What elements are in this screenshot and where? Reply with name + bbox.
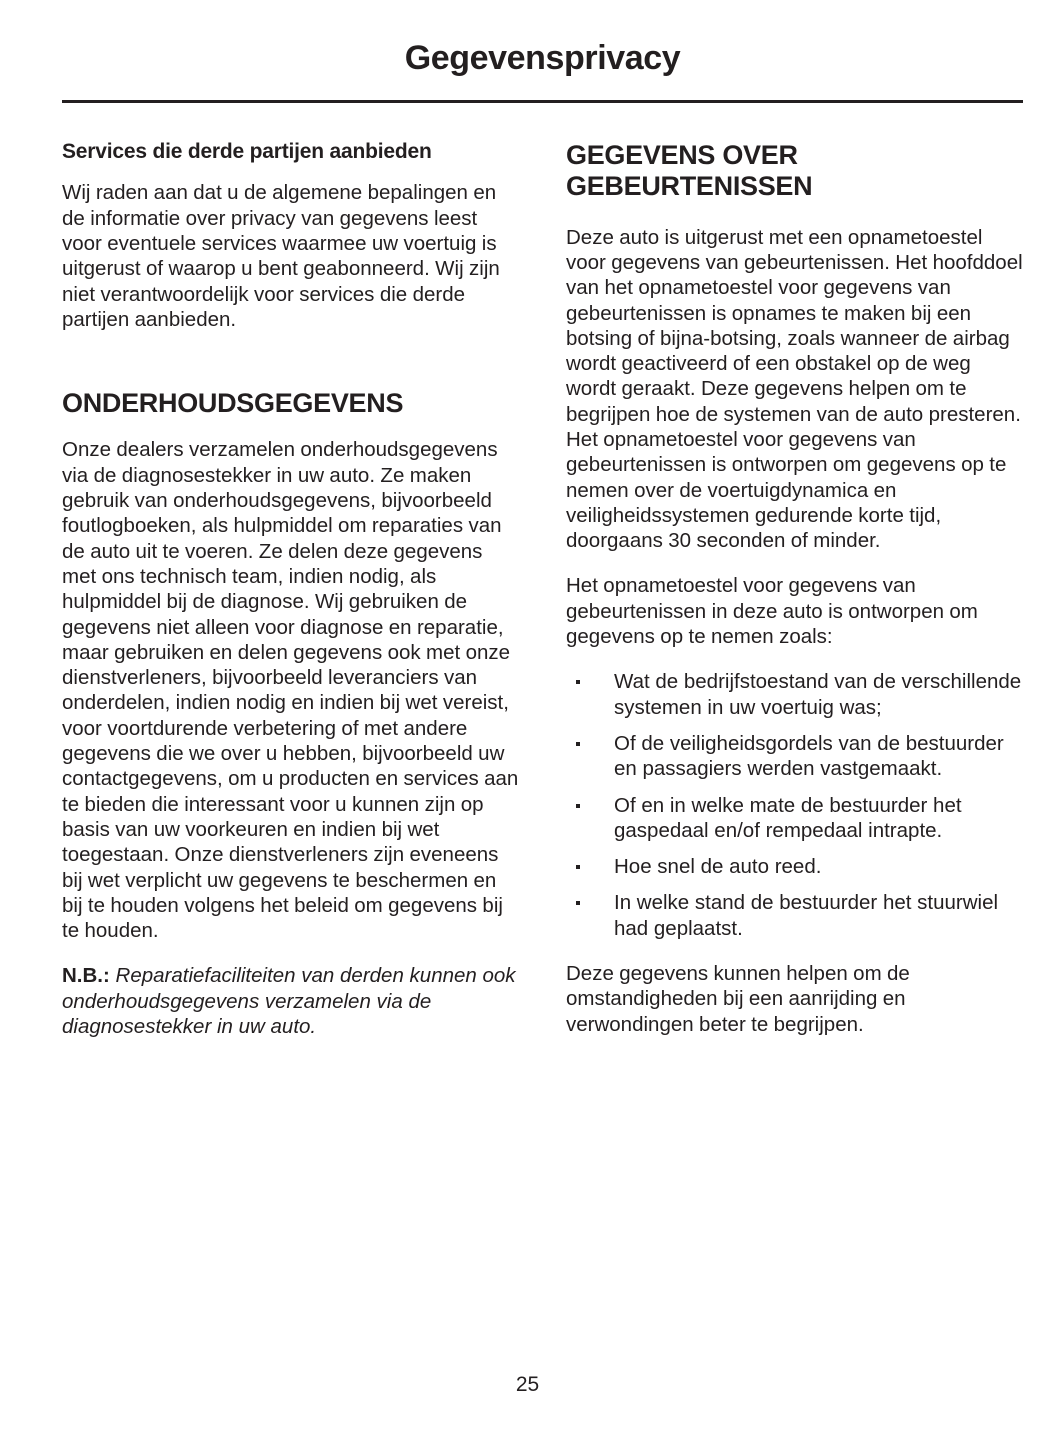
right-paragraph-1: Deze auto is uitgerust met een opnametoestel voor gegevens van gebeurtenissen. Het hoofddoel van het opnametoestel voor gegevens van gebeurtenissen is opnames te maken bij een botsing of bijna-botsing, zoals wanneer de airbag wordt geactiveerd of een obstakel op de weg wordt geraakt. Deze gegevens helpen om te begrijpen hoe de systemen van de auto presteren. Het opnametoestel voor gegevens van gebeurtenissen is ontworpen om gegevens op te nemen over de voertuigdynamica en veiligheidssystemen gedurende korte tijd, doorgaans 30 seconden of minder.	[566, 225, 1023, 553]
right-paragraph-3: Deze gegevens kunnen helpen om de omstandigheden bij een aanrijding en verwondingen beter te begrijpen.	[566, 962, 910, 1036]
list-item	[566, 731, 1023, 782]
list-item-label: In welke stand de bestuurder het stuurwiel had geplaatst.	[614, 891, 999, 940]
page-header	[62, 40, 1023, 77]
event-data-bullet-list	[566, 669, 1023, 941]
list-item	[566, 669, 1023, 720]
left-subheading-third-party-services: Services die derde partijen aanbieden	[62, 140, 432, 163]
header-divider-rule	[62, 100, 1023, 103]
bullet-square-icon	[576, 804, 580, 808]
list-item-label: Wat de bedrijfstoestand van de verschillende systemen in uw voertuig was;	[614, 670, 1022, 719]
list-item	[566, 890, 1023, 941]
bullet-square-icon	[576, 901, 580, 905]
list-item-label: Of de veiligheidsgordels van de bestuurder en passagiers werden vastgemaakt.	[614, 731, 1004, 781]
note-text: Reparatiefaciliteiten van derden kunnen ook onderhoudsgegevens verzamelen via de diagnosestekker in uw auto.	[62, 964, 516, 1038]
left-section-paragraph: Onze dealers verzamelen onderhoudsgegevens via de diagnosestekker in uw auto. Ze maken gebruik van onderhoudsgegevens, bijvoorbeeld foutlogboeken, als hulpmiddel om reparaties van de auto uit te voeren. Ze delen deze gegevens met ons technisch team, indien nodig, als hulpmiddel bij de diagnose. Wij gebruiken de gegevens niet alleen voor diagnose en reparatie, maar gebruiken en delen gegevens ook met onze dienstverleners, bijvoorbeeld leveranciers van onderdelen, indien nodig en indien bij wet vereist, voor voortdurende verbetering of met andere gegevens die we over u hebben, bijvoorbeeld uw contactgegevens, om u producten en services aan te bieden die interessant voor u kunnen zijn op basis van uw voorkeuren en indien bij wet toegestaan. Onze dienstverleners zijn eveneens bij wet verplicht uw gegevens te beschermen en bij te houden volgens het beleid om gegevens bij te houden.	[62, 438, 519, 943]
page-number-folio: 25	[515, 1373, 540, 1396]
two-column-body	[62, 140, 1023, 1039]
left-column	[62, 140, 519, 1039]
list-item-label: Hoe snel de auto reed.	[614, 855, 822, 879]
bullet-square-icon	[576, 680, 580, 684]
right-section-heading-gegevens-over-gebeurtenissen: GEGEVENS OVER GEBEURTENISSEN	[566, 140, 813, 202]
note-label: N.B.:	[62, 964, 110, 988]
list-item-label: Of en in welke mate de bestuurder het gaspedaal en/of rempedaal intrapte.	[614, 793, 962, 842]
left-note-paragraph	[62, 963, 519, 1039]
bullet-square-icon	[576, 742, 580, 746]
right-paragraph-2: Het opnametoestel voor gegevens van gebeurtenissen in deze auto is ontworpen om gegevens op te nemen zoals:	[566, 574, 978, 649]
list-item	[566, 793, 1023, 844]
right-column	[566, 140, 1023, 1037]
page-title: Gegevensprivacy	[404, 39, 681, 77]
left-section-spacer	[62, 352, 519, 388]
list-item	[566, 854, 1023, 879]
bullet-square-icon	[576, 865, 580, 869]
left-section-heading-onderhoudsgegevens: ONDERHOUDSGEGEVENS	[62, 388, 404, 419]
left-intro-paragraph: Wij raden aan dat u de algemene bepalingen en de informatie over privacy van gegevens leest voor eventuele services waarmee uw voertuig is uitgerust of waarop u bent geabonneerd. Wij zijn niet verantwoordelijk voor services die derde partijen aanbieden.	[62, 181, 500, 331]
